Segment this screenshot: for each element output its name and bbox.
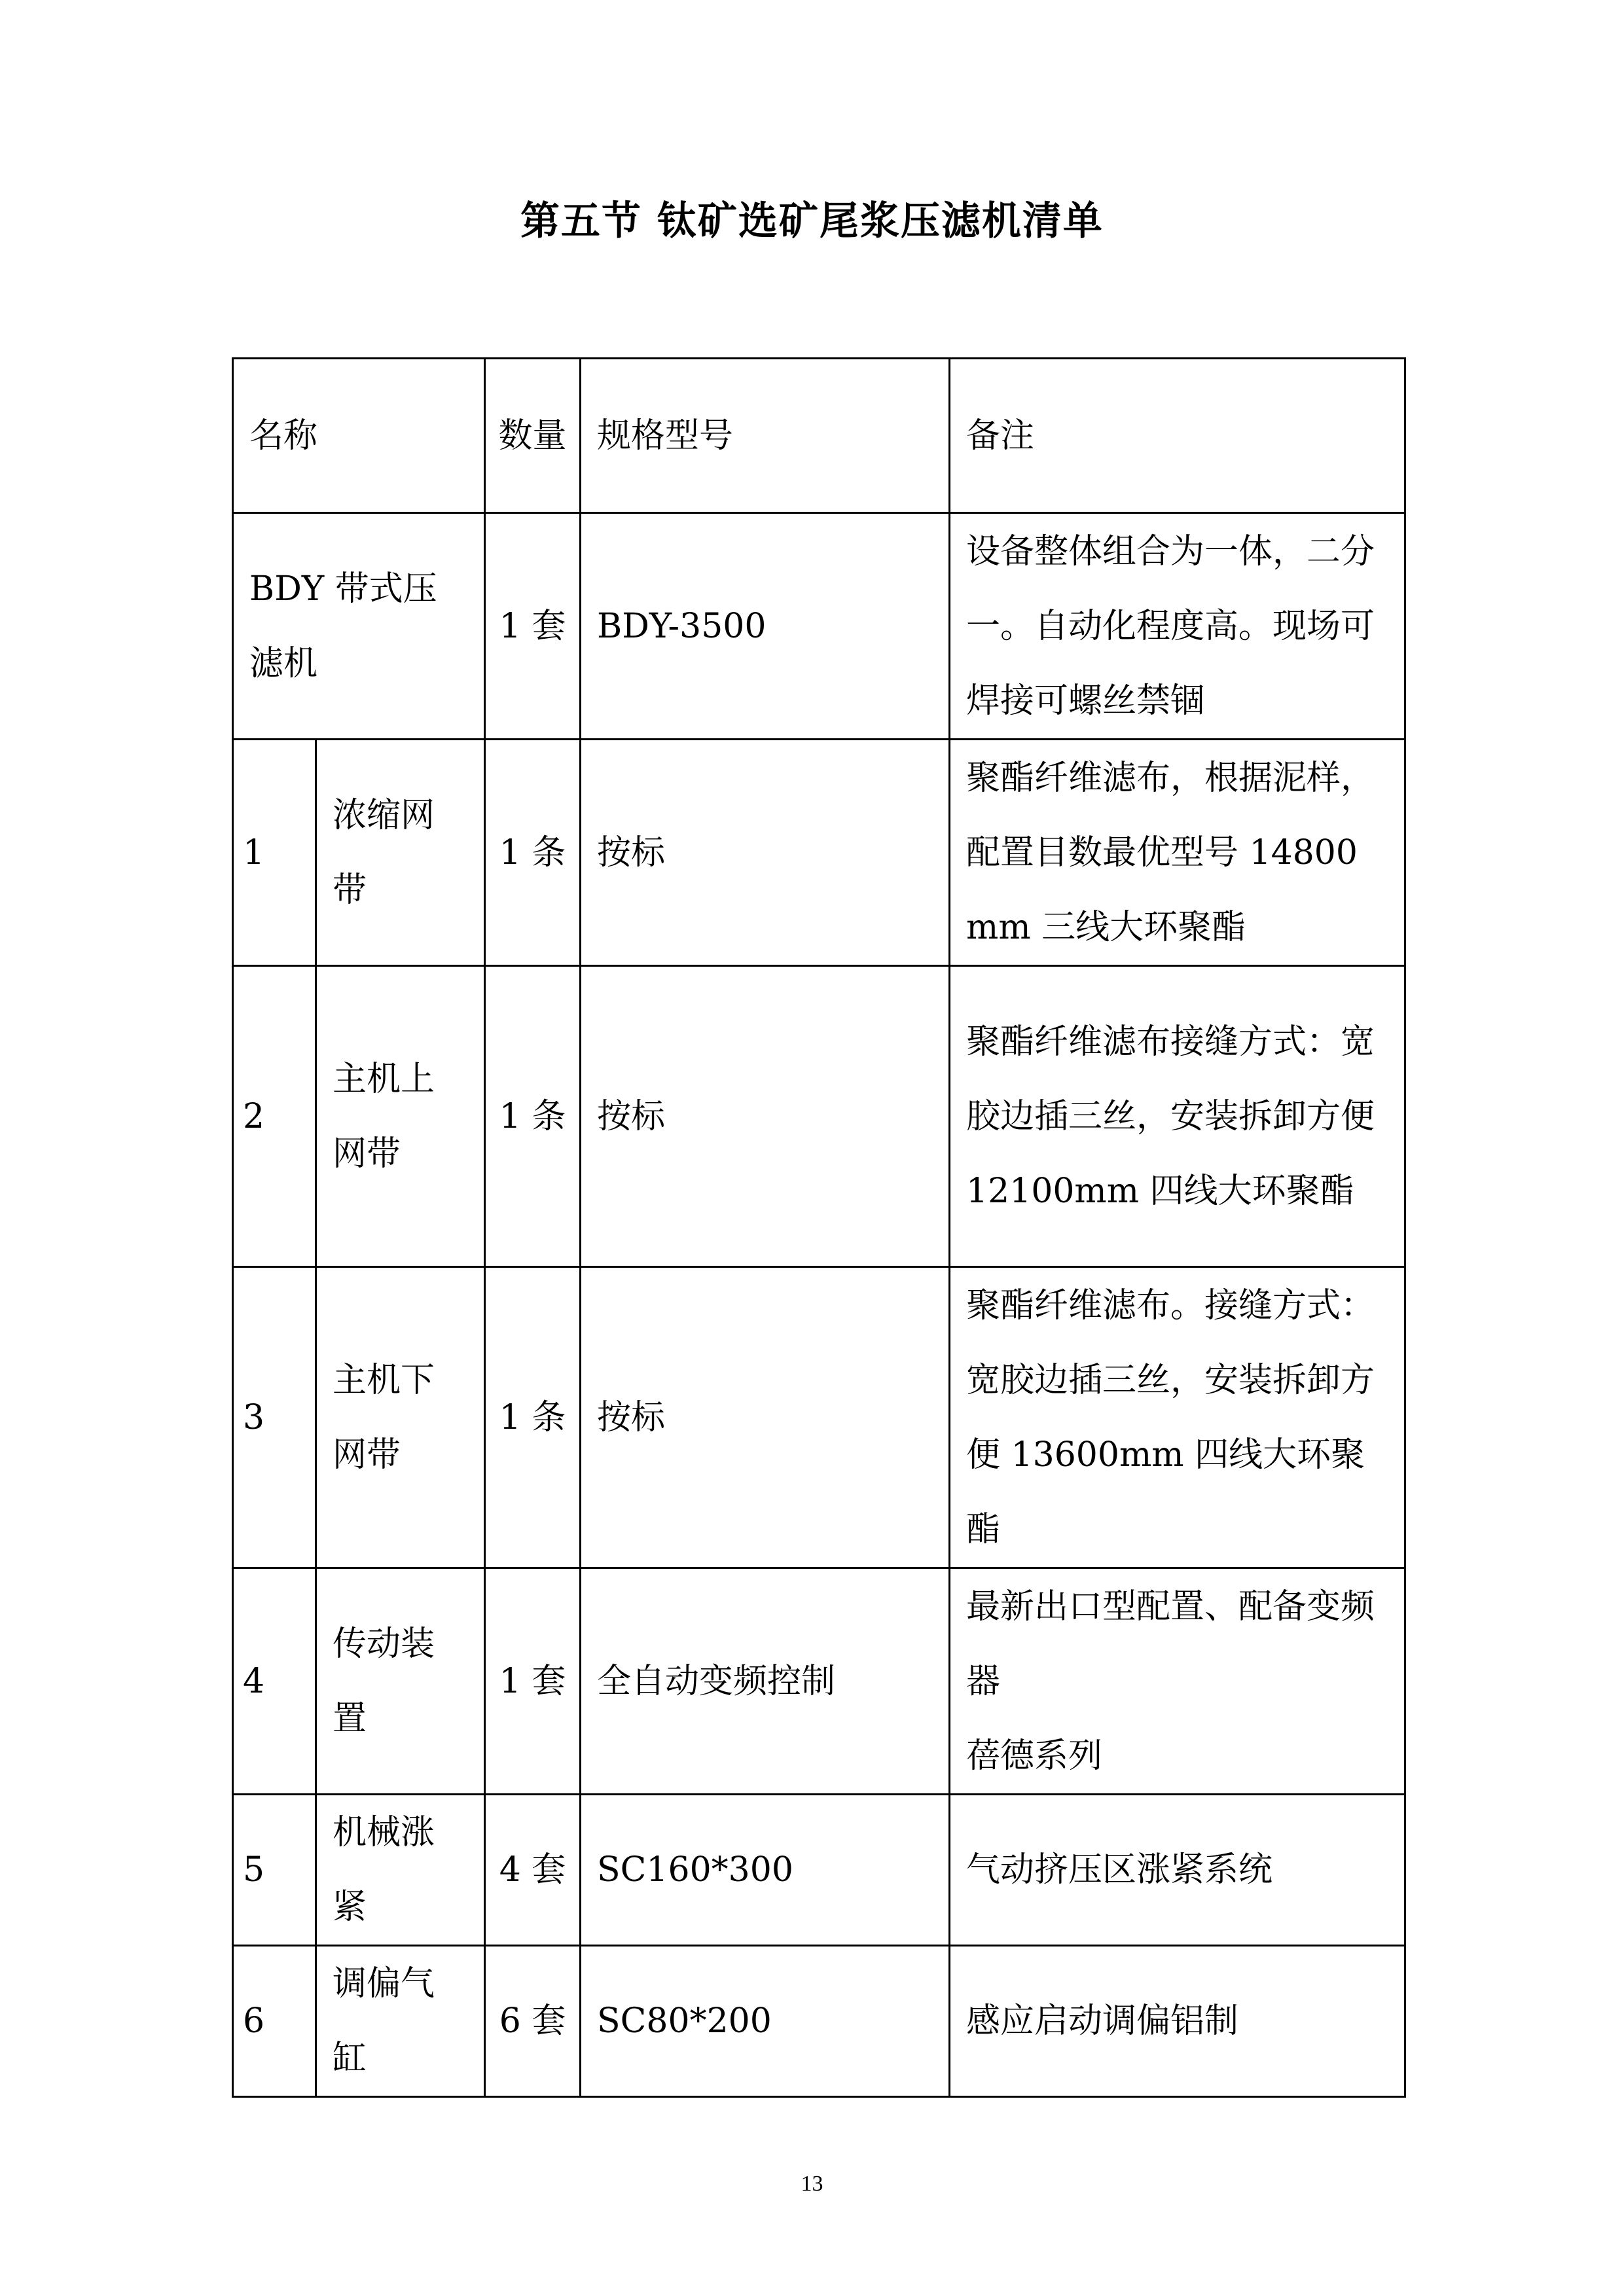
row-number: 6 xyxy=(233,1946,316,2097)
table-header-row xyxy=(233,359,1405,513)
row-model: 按标 xyxy=(581,966,950,1267)
main-name: BDY 带式压滤机 xyxy=(233,513,485,740)
row-qty: 1 条 xyxy=(485,740,581,966)
row-note: 聚酯纤维滤布接缝方式：宽胶边插三丝，安装拆卸方便 12100mm 四线大环聚酯 xyxy=(950,966,1405,1267)
row-model: SC160*300 xyxy=(581,1795,950,1946)
header-note: 备注 xyxy=(950,359,1405,513)
main-note: 设备整体组合为一体，二分一。自动化程度高。现场可焊接可螺丝禁锢 xyxy=(950,513,1405,740)
row-name: 主机上网带 xyxy=(316,966,485,1267)
row-number: 1 xyxy=(233,740,316,966)
row-qty: 6 套 xyxy=(485,1946,581,2097)
row-qty: 1 条 xyxy=(485,966,581,1267)
row-note: 聚酯纤维滤布，根据泥样，配置目数最优型号 14800mm 三线大环聚酯 xyxy=(950,740,1405,966)
table-row xyxy=(233,1267,1405,1568)
equipment-table xyxy=(232,357,1406,2098)
table-row-main xyxy=(233,513,1405,740)
page-number: 13 xyxy=(801,2172,823,2196)
main-qty: 1 套 xyxy=(485,513,581,740)
row-name: 浓缩网带 xyxy=(316,740,485,966)
header-name: 名称 xyxy=(233,359,485,513)
row-note-line: 蓓德系列 xyxy=(966,1736,1103,1776)
page-title: 第五节 钛矿选矿尾浆压滤机清单 xyxy=(520,198,1104,244)
row-model: 按标 xyxy=(581,1267,950,1568)
header-model: 规格型号 xyxy=(581,359,950,513)
row-name: 调偏气缸 xyxy=(316,1946,485,2097)
row-name: 机械涨紧 xyxy=(316,1795,485,1946)
row-qty: 1 套 xyxy=(485,1568,581,1795)
row-number: 3 xyxy=(233,1267,316,1568)
row-name: 主机下网带 xyxy=(316,1267,485,1568)
row-qty: 1 条 xyxy=(485,1267,581,1568)
table-row xyxy=(233,1568,1405,1795)
row-number: 4 xyxy=(233,1568,316,1795)
table-row xyxy=(233,1946,1405,2097)
row-model: 全自动变频控制 xyxy=(581,1568,950,1795)
row-note: 聚酯纤维滤布。接缝方式：宽胶边插三丝，安装拆卸方便 13600mm 四线大环聚酯 xyxy=(950,1267,1405,1568)
row-model: SC80*200 xyxy=(581,1946,950,2097)
row-note xyxy=(950,1568,1405,1795)
row-name: 传动装置 xyxy=(316,1568,485,1795)
row-qty: 4 套 xyxy=(485,1795,581,1946)
main-model: BDY-3500 xyxy=(581,513,950,740)
row-model: 按标 xyxy=(581,740,950,966)
header-qty: 数量 xyxy=(485,359,581,513)
row-note-line: 最新出口型配置、配备变频器 xyxy=(966,1587,1375,1701)
table-row xyxy=(233,740,1405,966)
row-number: 5 xyxy=(233,1795,316,1946)
row-note: 气动挤压区涨紧系统 xyxy=(950,1795,1405,1946)
row-number: 2 xyxy=(233,966,316,1267)
table-row xyxy=(233,1795,1405,1946)
row-note: 感应启动调偏铝制 xyxy=(950,1946,1405,2097)
table-row xyxy=(233,966,1405,1267)
